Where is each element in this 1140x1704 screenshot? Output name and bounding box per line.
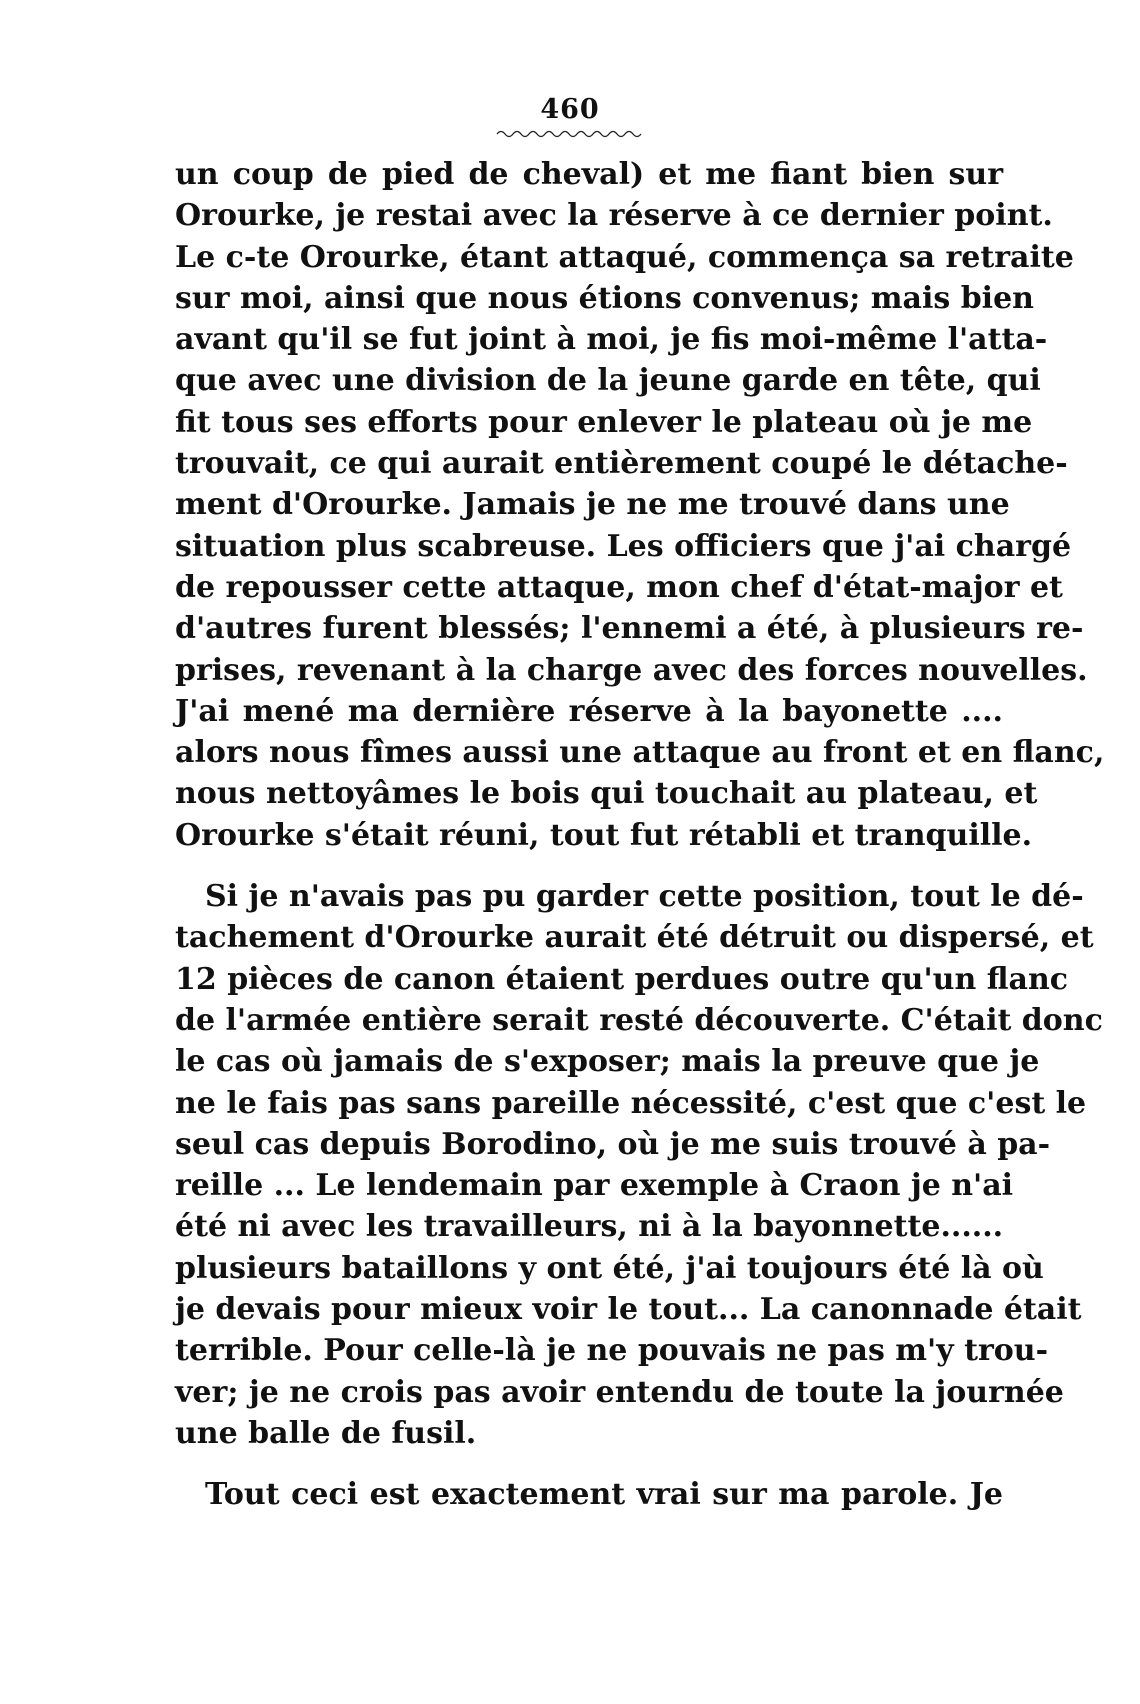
text-line: sur moi, ainsi que nous étions convenus; mais bien xyxy=(175,280,1034,316)
body-text xyxy=(175,154,1105,1516)
text-line: d'autres furent blessés; l'ennemi a été, à plusieurs re- xyxy=(175,611,1084,647)
page-header xyxy=(0,92,1140,140)
text-line: situation plus scabreuse. Les officiers que j'ai chargé xyxy=(175,528,1072,564)
text-line: de l'armée entière serait resté découverte. C'était donc xyxy=(175,1002,1103,1038)
text-line: alors nous fîmes aussi une attaque au front et en flanc, xyxy=(175,735,1105,771)
paragraph-3 xyxy=(175,1474,1003,1515)
text-line: Le c-te Orourke, étant attaqué, commença sa retraite xyxy=(175,239,1074,275)
text-line: ver; je ne crois pas avoir entendu de toute la journée xyxy=(175,1374,1064,1410)
text-line: terrible. Pour celle-là je ne pouvais ne pas m'y trou- xyxy=(175,1333,1049,1369)
text-line: ne le fais pas sans pareille nécessité, c'est que c'est le xyxy=(175,1085,1087,1121)
text-line: Tout ceci est exactement vrai sur ma parole. Je xyxy=(205,1477,1003,1513)
text-line: reille ... Le lendemain par exemple à Craon je n'ai xyxy=(175,1168,1014,1204)
text-line: ment d'Orourke. Jamais je ne me trouvé dans une xyxy=(175,487,1010,523)
text-line: le cas où jamais de s'exposer; mais la preuve que je xyxy=(175,1044,1040,1080)
page-number: 460 xyxy=(540,94,600,125)
text-line: nous nettoyâmes le bois qui touchait au plateau, et xyxy=(175,776,1038,812)
text-line: un coup de pied de cheval) et me fiant bien sur xyxy=(175,157,1003,192)
text-line: plusieurs bataillons y ont été, j'ai toujours été là où xyxy=(175,1250,1044,1286)
text-line: Orourke, je restai avec la réserve à ce dernier point. xyxy=(175,198,1053,234)
text-line: Si je n'avais pas pu garder cette position, tout le dé- xyxy=(205,879,1084,915)
text-line: une balle de fusil. xyxy=(175,1415,477,1451)
wavy-rule-ornament xyxy=(495,128,645,140)
text-line: été ni avec les travailleurs, ni à la bayonnette...... xyxy=(175,1209,1004,1245)
text-line: seul cas depuis Borodino, où je me suis trouvé à pa- xyxy=(175,1126,1051,1162)
text-line: avant qu'il se fut joint à moi, je fis moi-même l'atta- xyxy=(175,322,1048,358)
text-line: trouvait, ce qui aurait entièrement coupé le détache- xyxy=(175,446,1068,482)
text-line: J'ai mené ma dernière réserve à la bayonette .... xyxy=(175,693,1003,729)
text-line: que avec une division de la jeune garde en tête, qui xyxy=(175,363,1041,399)
text-line: tachement d'Orourke aurait été détruit ou dispersé, et xyxy=(175,920,1094,956)
text-line: prises, revenant à la charge avec des forces nouvelles. xyxy=(175,652,1088,688)
text-line: je devais pour mieux voir le tout... La canonnade était xyxy=(175,1292,1082,1328)
paragraph-1 xyxy=(175,154,1105,856)
paragraph-2 xyxy=(175,876,1103,1454)
text-line: de repousser cette attaque, mon chef d'état-major et xyxy=(175,569,1063,605)
text-line: Orourke s'était réuni, tout fut rétabli et tranquille. xyxy=(175,817,1033,853)
text-line: 12 pièces de canon étaient perdues outre qu'un flanc xyxy=(175,961,1069,997)
text-line: fit tous ses efforts pour enlever le plateau où je me xyxy=(175,404,1033,440)
